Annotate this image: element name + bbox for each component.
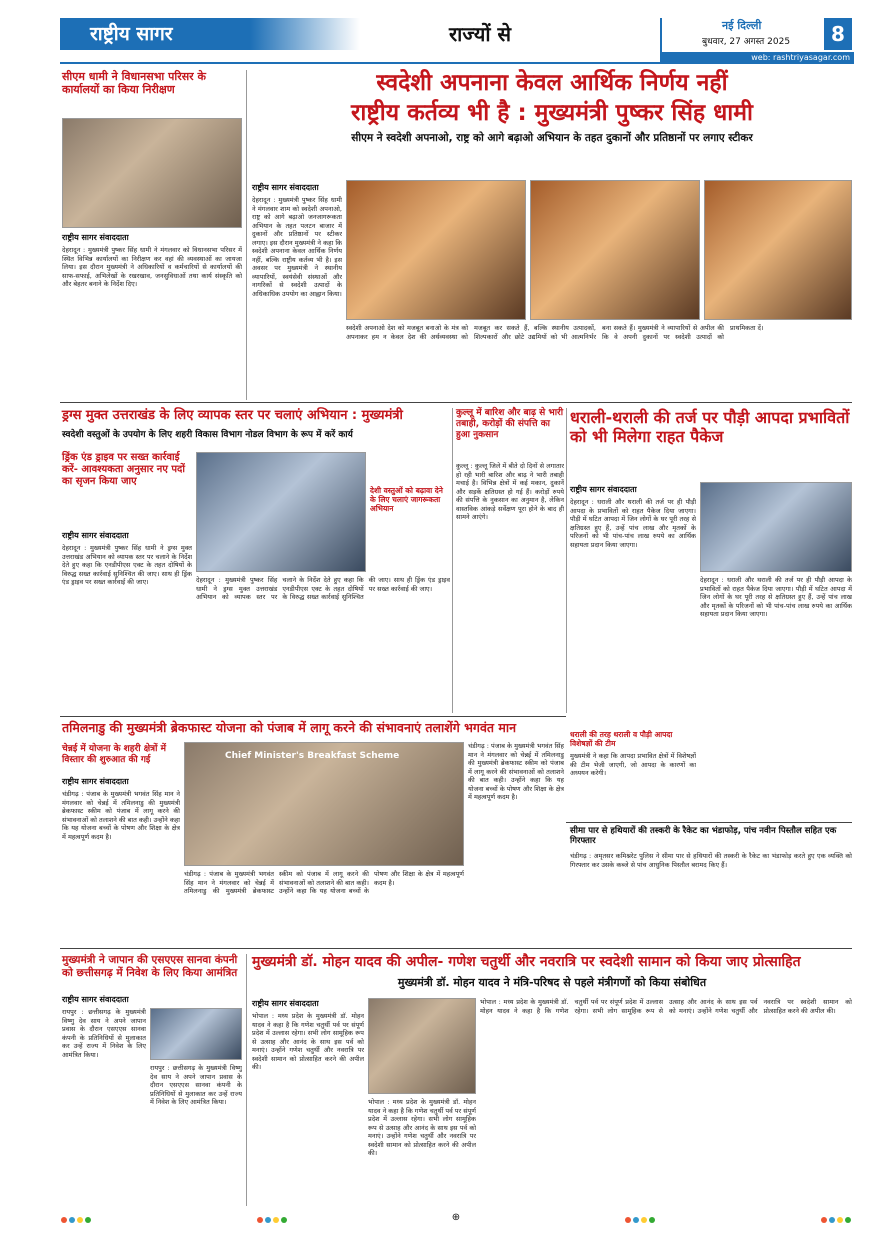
mohan-body-3: भोपाल : मध्य प्रदेश के मुख्यमंत्री डॉ. मोहन यादव ने कहा है कि गणेश चतुर्थी पर्व पर संपूर्ण प्रदेश में उल्लास रहेगा। सभी लोग सामूहिक रूप से उत्साह और आनंद के साथ इस पर्व को मनाएं। उन्होंने गणेश चतुर्थी और नवरात्रि पर स्वदेशी सामान को प्रोत्साहित करने की अपील की। bbox=[480, 998, 852, 1015]
swadeshi-body: देहरादून : मुख्यमंत्री पुष्कर सिंह धामी ने मंगलवार शाम को स्वदेशी अपनाओ, राष्ट्र को आगे बढ़ाओ जनजागरूकता अभियान के तहत पलटन बाजार में दुकानों और प्रतिष्ठानों पर स्टीकर लगाए। इस दौरान मुख्यमंत्री ने कहा कि स्वदेशी अपनाना केवल आर्थिक निर्णय नहीं, बल्कि राष्ट्रीय कर्तव्य भी है। इस अवसर पर मुख्यमंत्री ने स्थानीय व्यापारियों, स्वयंसेवी संस्थाओं और नागरिकों से स्वदेशी उत्पादों के अधिकाधिक उपयोग का आह्वान किया। bbox=[252, 196, 342, 298]
kullu-headline: कुल्लू में बारिश और बाढ़ से भारी तबाही, करोड़ों की संपत्ति का हुआ नुकसान bbox=[456, 408, 564, 440]
swadeshi-byline: राष्ट्रीय सागर संवाददाता bbox=[252, 183, 319, 192]
masthead-city: नई दिल्ली bbox=[722, 19, 762, 32]
dharali-body: देहरादून : धराली और थराली की तर्ज पर ही पौड़ी आपदा के प्रभावितों को राहत पैकेज दिया जाएगा। पौड़ी में घटित आपदा में जिन लोगों के घर पूरी तरह से क्षतिग्रस्त हुए हैं, उन्हें पांच लाख और मृतकों के परिजनों को भी पांच-पांच लाख रुपये का आर्थिक सहायता प्रदान किया जाएगा। bbox=[570, 498, 696, 549]
drugfree-body-2: देहरादून : मुख्यमंत्री पुष्कर सिंह धामी ने ड्रग्स मुक्त उत्तराखंड अभियान को व्यापक स्तर पर चलाने के निर्देश देते हुए कहा कि एनडीपीएस एक्ट के तहत दोषियों के विरुद्ध सख्त कार्रवाई सुनिश्चित की जाए। साथ ही ड्रिंक एंड ड्राइव पर सख्त कार्रवाई की जाए। bbox=[196, 576, 450, 601]
mohan-body-2: भोपाल : मध्य प्रदेश के मुख्यमंत्री डॉ. मोहन यादव ने कहा है कि गणेश चतुर्थी पर्व पर संपूर्ण प्रदेश में उल्लास रहेगा। सभी लोग सामूहिक रूप से उत्साह और आनंद के साथ इस पर्व को मनाएं। उन्होंने गणेश चतुर्थी और नवरात्रि पर स्वदेशी सामान को प्रोत्साहित करने की अपील की। bbox=[368, 1098, 476, 1157]
drugfree-photo bbox=[196, 452, 366, 572]
inspection-headline: सीएम धामी ने विधानसभा परिसर के कार्यालयों का किया निरीक्षण bbox=[62, 70, 206, 97]
drugfree-body: देहरादून : मुख्यमंत्री पुष्कर सिंह धामी ने ड्रग्स मुक्त उत्तराखंड अभियान को व्यापक स्तर पर चलाने के निर्देश देते हुए कहा कि एनडीपीएस एक्ट के तहत दोषियों के विरुद्ध सख्त कार्रवाई सुनिश्चित की जाए। साथ ही ड्रिंक एंड ड्राइव पर सख्त कार्रवाई की जाए। bbox=[62, 544, 192, 586]
japan-byline: राष्ट्रीय सागर संवाददाता bbox=[62, 995, 129, 1004]
column-divider bbox=[246, 70, 247, 400]
japan-photo bbox=[150, 1008, 242, 1060]
breakfast-headline: तमिलनाडु की मुख्यमंत्री ब्रेकफास्ट योजना को पंजाब में लागू करने की संभावनाएं तलाशेंगे भगवंत मान bbox=[62, 720, 517, 735]
breakfast-body-3: चंडीगढ़ : पंजाब के मुख्यमंत्री भगवंत सिंह मान ने मंगलवार को चेन्नई में तमिलनाडु की मुख्यमंत्री ब्रेकफास्ट स्कीम को पंजाब में लागू करने की संभावनाओं को तलाशने की बात कही। उन्होंने कहा कि यह योजना बच्चों के पोषण और शिक्षा के क्षेत्र में महत्वपूर्ण कदम है। bbox=[468, 742, 564, 801]
mohan-byline: राष्ट्रीय सागर संवाददाता bbox=[252, 999, 319, 1008]
dharali-body-2: मुख्यमंत्री ने कहा कि आपदा प्रभावित क्षेत्रों में विशेषज्ञों की टीम भेजी जाएगी, जो आपदा के कारणों का अध्ययन करेगी। bbox=[570, 752, 696, 777]
dharali-headline: धराली-थराली की तर्ज पर पौड़ी आपदा प्रभावितों को भी मिलेगा राहत पैकेज bbox=[570, 408, 850, 447]
swadeshi-headline-2: राष्ट्रीय कर्तव्य भी है : मुख्यमंत्री पुष्कर सिंह धामी bbox=[351, 100, 753, 126]
inspection-byline: राष्ट्रीय सागर संवाददाता bbox=[62, 233, 129, 242]
drugfree-inline-headline: देशी वस्तुओं को बढ़ावा देने के लिए चलाएं जागरूकता अभियान bbox=[370, 486, 443, 513]
masthead-date: बुधवार, 27 अगस्त 2025 bbox=[702, 37, 791, 47]
breakfast-body-2: चंडीगढ़ : पंजाब के मुख्यमंत्री भगवंत सिंह मान ने मंगलवार को चेन्नई में तमिलनाडु की मुख्यमंत्री ब्रेकफास्ट स्कीम को पंजाब में लागू करने की संभावनाओं को तलाशने की बात कही। उन्होंने कहा कि यह योजना बच्चों के पोषण और शिक्षा के क्षेत्र में महत्वपूर्ण कदम है। bbox=[184, 870, 464, 895]
mohan-headline: मुख्यमंत्री डॉ. मोहन यादव की अपील- गणेश चतुर्थी और नवरात्रि पर स्वदेशी सामान को किया जाए प्रोत्साहित bbox=[252, 954, 801, 970]
dharali-byline: राष्ट्रीय सागर संवाददाता bbox=[570, 485, 637, 494]
masthead-info bbox=[660, 18, 852, 62]
mohan-body: भोपाल : मध्य प्रदेश के मुख्यमंत्री डॉ. मोहन यादव ने कहा है कि गणेश चतुर्थी पर्व पर संपूर्ण प्रदेश में उल्लास रहेगा। सभी लोग सामूहिक रूप से उत्साह और आनंद के साथ इस पर्व को मनाएं। उन्होंने गणेश चतुर्थी और नवरात्रि पर स्वदेशी सामान को प्रोत्साहित करने की अपील की। bbox=[252, 1012, 364, 1071]
breakfast-photo-banner: Chief Minister's Breakfast Scheme bbox=[225, 751, 400, 761]
breakfast-photo bbox=[184, 742, 464, 866]
mohan-photo bbox=[368, 998, 476, 1094]
masthead-pattern bbox=[250, 18, 360, 50]
japan-body-2: रायपुर : छत्तीसगढ़ के मुख्यमंत्री विष्णु देव साय ने अपने जापान प्रवास के दौरान एसएएस सानवा कंपनी के प्रतिनिधियों से मुलाकात कर उन्हें राज्य में निवेश के लिए आमंत्रित किया। bbox=[150, 1064, 242, 1106]
swadeshi-photo-3 bbox=[704, 180, 852, 320]
section-divider bbox=[60, 948, 852, 949]
drugfree-byline: राष्ट्रीय सागर संवाददाता bbox=[62, 531, 129, 540]
column-divider bbox=[246, 954, 247, 1206]
kullu-body: कुल्लू : कुल्लू जिले में बीते दो दिनों से लगातार हो रही भारी बारिश और बाढ़ ने भारी तबाही मचाई है। विभिन्न क्षेत्रों में कई मकान, दुकानें और सड़कें क्षतिग्रस्त हो गई हैं। करोड़ों रुपये की संपत्ति के नुकसान का अनुमान है, लेकिन वास्तविक आंकड़े सर्वेक्षण पूरा होने के बाद ही सामने आएंगे। bbox=[456, 462, 564, 521]
breakfast-sub: चेन्नई में योजना के शहरी क्षेत्रों में विस्तार की शुरुआत की गई bbox=[62, 744, 166, 765]
japan-headline: मुख्यमंत्री ने जापान की एसएएस सानवा कंपनी को छत्तीसगढ़ में निवेश के लिए किया आमंत्रित bbox=[62, 954, 238, 979]
mohan-subhead: मुख्यमंत्री डॉ. मोहन यादव ने मंत्रि-परिषद से पहले मंत्रीगणों को किया संबोधित bbox=[397, 976, 707, 989]
inspection-photo bbox=[62, 118, 242, 228]
swadeshi-body-2: स्वदेशी अपनाओ देश को मजबूत बनाओ के मंत्र को अपनाकर हम न केवल देश की अर्थव्यवस्था को मजबूत कर सकते हैं, बल्कि स्थानीय उत्पादकों, शिल्पकारों और छोटे उद्यमियों को भी आत्मनिर्भर बना सकते हैं। मुख्यमंत्री ने व्यापारियों से अपील की कि वे अपनी दुकानों पर स्वदेशी उत्पादों को प्राथमिकता दें। bbox=[346, 324, 764, 341]
dharali-photo bbox=[700, 482, 852, 572]
inspection-body: देहरादून : मुख्यमंत्री पुष्कर सिंह धामी ने मंगलवार को विधानसभा परिसर में स्थित विभिन्न कार्यालयों का निरीक्षण कर वहां की व्यवस्थाओं का जायजा लिया। इस दौरान मुख्यमंत्री ने अधिकारियों व कर्मचारियों से कार्यालयों की साफ-सफाई, अभिलेखों के रखरखाव, जनसुविधाओं तथा कार्य संस्कृति को और बेहतर बनाने के निर्देश दिए। bbox=[62, 246, 242, 288]
column-divider bbox=[566, 408, 567, 713]
section-divider bbox=[566, 822, 852, 823]
column-divider bbox=[452, 408, 453, 713]
section-title: राज्यों से bbox=[448, 22, 512, 46]
breakfast-body: चंडीगढ़ : पंजाब के मुख्यमंत्री भगवंत सिंह मान ने मंगलवार को चेन्नई में तमिलनाडु की मुख्यमंत्री ब्रेकफास्ट स्कीम को पंजाब में लागू करने की संभावनाओं को तलाशने की बात कही। उन्होंने कहा कि यह योजना बच्चों के पोषण और शिक्षा के क्षेत्र में महत्वपूर्ण कदम है। bbox=[62, 790, 180, 841]
drugfree-sidebar-headline: ड्रिंक एंड ड्राइव पर सख्त कार्रवाई करें- आवश्यकता अनुसार नए पदों का सृजन किया जाए bbox=[62, 452, 185, 487]
section-divider bbox=[60, 716, 566, 717]
drugfree-subhead: स्वदेशी वस्तुओं के उपयोग के लिए शहरी विकास विभाग नोडल विभाग के रूप में करें कार्य bbox=[62, 430, 353, 440]
footer-decoration: ⊕ bbox=[60, 1212, 852, 1222]
border-body: चंडीगढ़ : अमृतसर कमिश्नरेट पुलिस ने सीमा पार से हथियारों की तस्करी के रैकेट का भंडाफोड़ करते हुए एक व्यक्ति को गिरफ्तार कर उसके कब्जे से पांच आधुनिक पिस्तौल बरामद किए हैं। bbox=[570, 852, 852, 869]
border-headline: सीमा पार से हथियारों की तस्करी के रैकेट का भंडाफोड़, पांच नवीन पिस्तौल सहित एक गिरफ्तार bbox=[570, 826, 837, 847]
swadeshi-photo-2 bbox=[530, 180, 700, 320]
dharali-inline-headline: धराली की तरह थराली व पौड़ी आपदा विशेषज्ञों की टीम bbox=[570, 730, 673, 748]
swadeshi-headline-1: स्वदेशी अपनाना केवल आर्थिक निर्णय नहीं bbox=[376, 70, 728, 96]
masthead-rule bbox=[60, 62, 852, 64]
paper-name: राष्ट्रीय सागर bbox=[60, 18, 250, 50]
japan-body: रायपुर : छत्तीसगढ़ के मुख्यमंत्री विष्णु देव साय ने अपने जापान प्रवास के दौरान एसएएस सानवा कंपनी के प्रतिनिधियों से मुलाकात कर उन्हें राज्य में निवेश के लिए आमंत्रित किया। bbox=[62, 1008, 146, 1059]
breakfast-byline: राष्ट्रीय सागर संवाददाता bbox=[62, 777, 129, 786]
page-number: 8 bbox=[824, 18, 852, 50]
website-link[interactable]: web: rashtriyasagar.com bbox=[662, 52, 854, 64]
swadeshi-subhead: सीएम ने स्वदेशी अपनाओ, राष्ट्र को आगे बढ़ाओ अभियान के तहत दुकानों और प्रतिष्ठानों पर लगाए स्टीकर bbox=[351, 132, 753, 144]
dharali-body-3: देहरादून : धराली और थराली की तर्ज पर ही पौड़ी आपदा के प्रभावितों को राहत पैकेज दिया जाएगा। पौड़ी में घटित आपदा में जिन लोगों के घर पूरी तरह से क्षतिग्रस्त हुए हैं, उन्हें पांच लाख और मृतकों के परिजनों को भी पांच-पांच लाख रुपये का आर्थिक सहायता प्रदान किया जाएगा। bbox=[700, 576, 852, 618]
drugfree-headline: ड्रग्स मुक्त उत्तराखंड के लिए व्यापक स्तर पर चलाएं अभियान : मुख्यमंत्री bbox=[62, 408, 403, 423]
section-divider bbox=[60, 402, 852, 403]
swadeshi-photo-1 bbox=[346, 180, 526, 320]
